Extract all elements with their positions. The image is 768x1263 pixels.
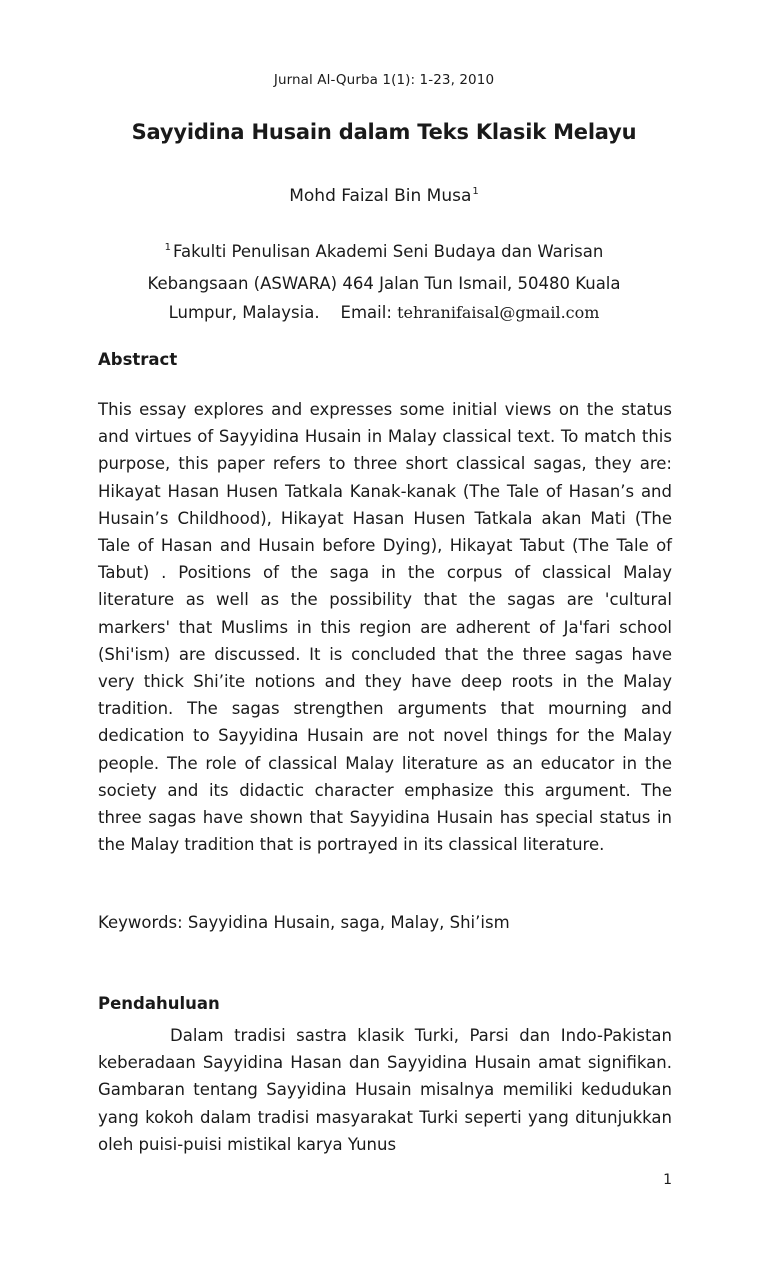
author-email: tehranifaisal@gmail.com <box>397 303 600 322</box>
abstract-heading: Abstract <box>98 350 178 369</box>
abstract-body: This essay explores and expresses some initial views on the status and virtues of Sayyidina Husain in Malay classical text. To match this purpose, this paper refers to three short classical sagas, they are: Hikayat Hasan Husen Tatkala Kanak-kanak (The Tale of Hasan’s and Husain’s Childhood), Hikayat Hasan Husen Tatkala akan Mati (The Tale of Hasan and Husain before Dying), Hikayat Tabut (The Tale of Tabut) . Positions of the saga in the corpus of classical Malay literature as well as the possibility that the sagas are 'cultural markers' that Muslims in this region are adherent of Ja'fari school (Shi'ism) are discussed. It is concluded that the three sagas have very thick Shi’ite notions and they have deep roots in the Malay tradition. The sagas strengthen arguments that mourning and dedication to Sayyidina Husain are not novel things for the Malay people. The role of classical Malay literature as an educator in the society and its didactic character emphasize this argument. The three sagas have shown that Sayyidina Husain has special status in the Malay tradition that is portrayed in its classical literature. <box>98 400 672 855</box>
introduction-heading: Pendahuluan <box>98 994 220 1013</box>
affiliation-text-1: Fakulti Penulisan Akademi Seni Budaya dan Warisan <box>173 242 604 261</box>
introduction-body: Dalam tradisi sastra klasik Turki, Parsi dan Indo-Pakistan keberadaan Sayyidina Hasan dan Sayyidina Husain amat signifikan. Gambaran tentang Sayyidina Husain misalnya memiliki kedudukan yang kokoh dalam tradisi masyarakat Turki seperti yang ditunjukkan oleh puisi-puisi mistikal karya Yunus <box>98 1026 672 1154</box>
running-header: Jurnal Al-Qurba 1(1): 1-23, 2010 <box>273 72 495 88</box>
author-name: Mohd Faizal Bin Musa <box>289 186 472 206</box>
keywords-line: Keywords: Sayyidina Husain, saga, Malay, Shi’ism <box>98 913 510 932</box>
affiliation-location: Lumpur, Malaysia. Email: <box>168 303 398 322</box>
affiliation-mark: 1 <box>164 242 172 253</box>
affiliation-line-2: Kebangsaan (ASWARA) 464 Jalan Tun Ismail, 50480 Kuala <box>147 274 621 293</box>
affiliation-line-3 <box>100 298 668 327</box>
affiliation-block <box>100 237 668 327</box>
author-affiliation-mark: 1 <box>472 186 479 197</box>
paper-title: Sayyidina Husain dalam Teks Klasik Melayu <box>131 120 637 144</box>
author-line <box>0 186 768 206</box>
affiliation-line-1 <box>100 237 668 269</box>
page-number: 1 <box>663 1172 672 1188</box>
